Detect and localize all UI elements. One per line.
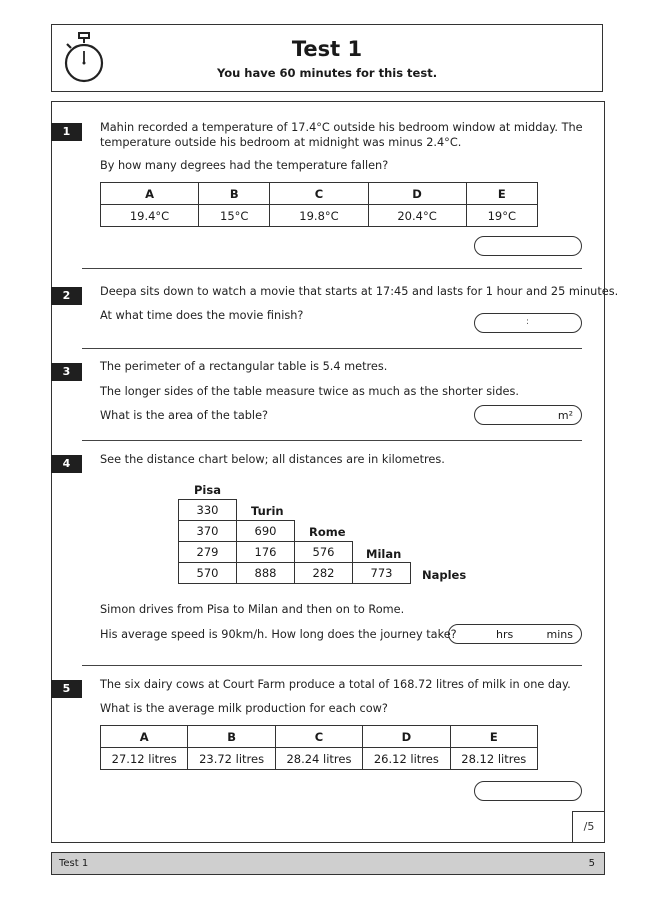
option-letter: E: [466, 183, 537, 205]
distance-cell: 176: [236, 541, 295, 563]
divider: [82, 440, 582, 441]
time-instruction: You have 60 minutes for this test.: [216, 66, 438, 80]
city-label: Milan: [366, 547, 402, 561]
city-label: Pisa: [194, 483, 221, 497]
distance-cell: 279: [178, 541, 237, 563]
city-label: Naples: [422, 568, 467, 582]
question-prompt: His average speed is 90km/h. How long does the journey take?: [100, 628, 457, 641]
question-number: 1: [51, 123, 82, 141]
option-letter: D: [368, 183, 466, 205]
question-text: temperature outside his bedroom at midnight was minus 2.4°C.: [100, 136, 462, 149]
distance-cell: 570: [178, 562, 237, 584]
distance-cell: 282: [294, 562, 353, 584]
distance-cell: 888: [236, 562, 295, 584]
question-text: See the distance chart below; all distances are in kilometres.: [100, 453, 445, 466]
option-value[interactable]: 19°C: [466, 205, 537, 227]
page-number: 5: [588, 858, 595, 869]
answer-box-q5[interactable]: [474, 781, 582, 801]
option-value[interactable]: 20.4°C: [368, 205, 466, 227]
divider: [82, 348, 582, 349]
unit-label: m²: [557, 409, 573, 422]
page-title: Test 1: [291, 37, 363, 61]
option-letter: E: [450, 726, 537, 748]
option-value[interactable]: 15°C: [199, 205, 270, 227]
city-label: Rome: [309, 525, 346, 539]
distance-cell: 773: [352, 562, 411, 584]
option-letter: C: [275, 726, 362, 748]
option-value[interactable]: 19.4°C: [101, 205, 199, 227]
option-value[interactable]: 19.8°C: [270, 205, 368, 227]
options-table: [100, 182, 538, 227]
option-value[interactable]: 28.12 litres: [450, 748, 537, 770]
test-header: [51, 24, 603, 92]
question-text: Simon drives from Pisa to Milan and then on to Rome.: [100, 603, 405, 616]
city-label: Turin: [251, 504, 284, 518]
question-text: The six dairy cows at Court Farm produce a total of 168.72 litres of milk in one day.: [100, 678, 571, 691]
answer-box-q3[interactable]: [474, 405, 582, 425]
option-letter: A: [101, 726, 188, 748]
score-box: /5: [572, 811, 605, 843]
question-prompt: At what time does the movie finish?: [100, 309, 304, 322]
distance-cell: 690: [236, 520, 295, 542]
answer-box-q1[interactable]: [474, 236, 582, 256]
distance-cell: 576: [294, 541, 353, 563]
distance-cell: 370: [178, 520, 237, 542]
time-separator: :: [526, 317, 530, 327]
question-text: Deepa sits down to watch a movie that starts at 17:45 and lasts for 1 hour and 25 minutes.: [100, 285, 619, 298]
unit-label-mins: mins: [546, 628, 573, 641]
options-table: [100, 725, 538, 770]
divider: [82, 268, 582, 269]
option-value[interactable]: 23.72 litres: [188, 748, 275, 770]
divider: [82, 665, 582, 666]
question-text: The longer sides of the table measure twice as much as the shorter sides.: [100, 385, 519, 398]
option-letter: B: [188, 726, 275, 748]
option-letter: A: [101, 183, 199, 205]
footer-test-label: Test 1: [59, 858, 89, 869]
option-letter: B: [199, 183, 270, 205]
question-text: Mahin recorded a temperature of 17.4°C outside his bedroom window at midday. The: [100, 121, 583, 134]
option-value[interactable]: 26.12 litres: [363, 748, 450, 770]
question-prompt: What is the area of the table?: [100, 409, 269, 422]
unit-label-hrs: hrs: [496, 628, 514, 641]
question-number: 2: [51, 287, 82, 305]
question-number: 3: [51, 363, 82, 381]
question-text: The perimeter of a rectangular table is 5.4 metres.: [100, 360, 388, 373]
question-number: 5: [51, 680, 82, 698]
option-letter: D: [363, 726, 450, 748]
distance-cell: 330: [178, 499, 237, 521]
question-number: 4: [51, 455, 82, 473]
question-prompt: What is the average milk production for each cow?: [100, 702, 388, 715]
option-value[interactable]: 27.12 litres: [101, 748, 188, 770]
option-letter: C: [270, 183, 368, 205]
page-footer: [51, 852, 605, 875]
answer-box-q4[interactable]: [448, 624, 582, 644]
option-value[interactable]: 28.24 litres: [275, 748, 362, 770]
question-prompt: By how many degrees had the temperature fallen?: [100, 159, 389, 172]
answer-box-q2[interactable]: [474, 313, 582, 333]
